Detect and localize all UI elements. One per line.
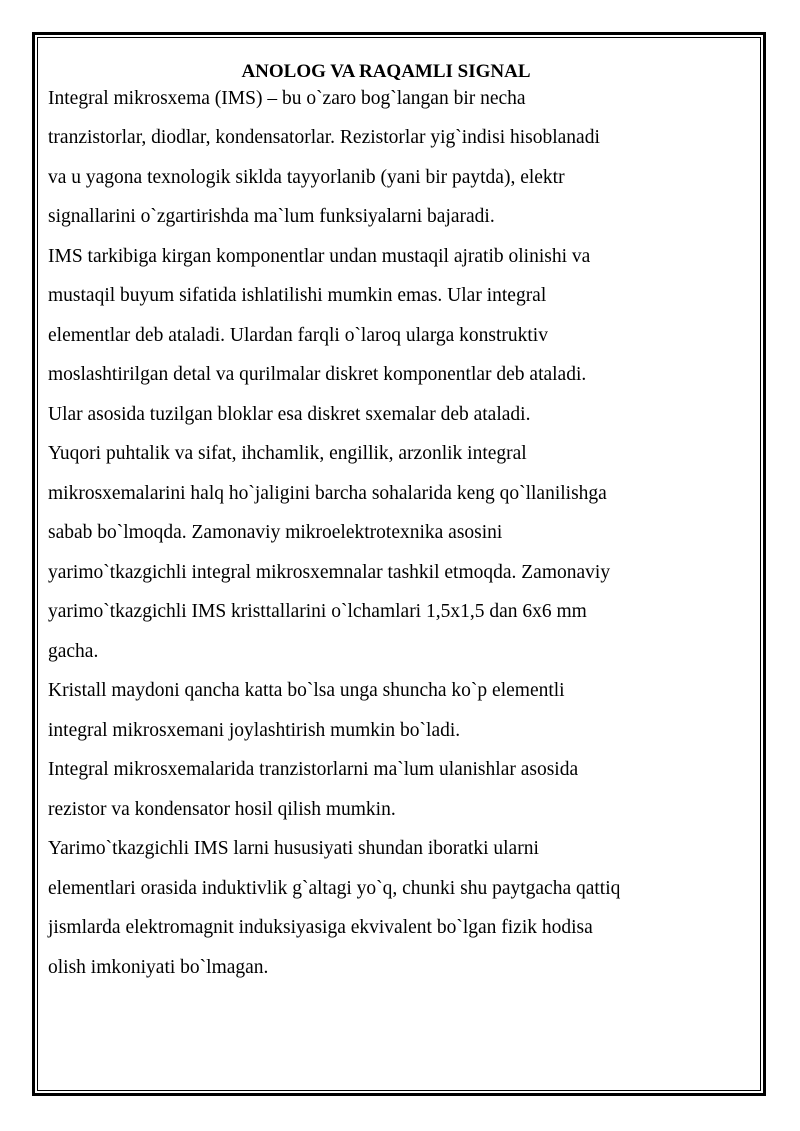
text-line: tranzistorlar, diodlar, kondensatorlar. Rezistorlar yig`indisi hisoblanadi (48, 127, 600, 148)
text-line: integral mikrosxemani joylashtirish mumkin bo`ladi. (48, 719, 461, 741)
text-line: Ular asosida tuzilgan bloklar esa diskret sxemalar deb ataladi. (48, 403, 531, 425)
document-body (48, 58, 748, 987)
text-line: yarimo`tkazgichli integral mikrosxemnalar tashkil etmoqda. Zamonaviy (48, 561, 611, 583)
text-line: olish imkoniyati bo`lmagan. (48, 956, 269, 978)
text-line: yarimo`tkazgichli IMS kristtallarini o`lchamlari 1,5x1,5 dan 6x6 mm (48, 601, 587, 622)
text-line: jismlarda elektromagnit induksiyasiga ekvivalent bo`lgan fizik hodisa (48, 917, 593, 938)
text-line: elementlar deb ataladi. Ulardan farqli o`laroq ularga konstruktiv (48, 324, 548, 346)
text-line: rezistor va kondensator hosil qilish mumkin. (48, 798, 396, 820)
text-line: moslashtirilgan detal va qurilmalar diskret komponentlar deb ataladi. (48, 364, 587, 385)
text-line: Yarimo`tkazgichli IMS larni hususiyati shundan iboratki ularni (48, 838, 539, 859)
text-line: Yuqori puhtalik va sifat, ihchamlik, engillik, arzonlik integral (48, 443, 527, 464)
text-line: va u yagona texnologik siklda tayyorlanib (yani bir paytda), elektr (48, 166, 565, 188)
text-line: mikrosxemalarini halq ho`jaligini barcha sohalarida keng qo`llanilishga (48, 482, 607, 504)
document-title: ANOLOG VA RAQAMLI SIGNAL (241, 61, 531, 82)
text-line: signallarini o`zgartirishda ma`lum funksiyalarni bajaradi. (48, 206, 495, 227)
text-line: sabab bo`lmoqda. Zamonaviy mikroelektrotexnika asosini (48, 522, 503, 543)
text-line: IMS tarkibiga kirgan komponentlar undan mustaqil ajratib olinishi va (48, 245, 591, 267)
text-line: Integral mikrosxemalarida tranzistorlarni ma`lum ulanishlar asosida (48, 759, 579, 780)
paragraph-text (48, 86, 748, 987)
text-line: Kristall maydoni qancha katta bo`lsa unga shuncha ko`p elementli (48, 680, 565, 701)
text-line: mustaqil buyum sifatida ishlatilishi mumkin emas. Ular integral (48, 285, 547, 306)
text-line: elementlari orasida induktivlik g`altagi yo`q, chunki shu paytgacha qattiq (48, 877, 621, 899)
text-line: Integral mikrosxema (IMS) – bu o`zaro bog`langan bir necha (48, 88, 526, 109)
text-line: gacha. (48, 640, 99, 662)
